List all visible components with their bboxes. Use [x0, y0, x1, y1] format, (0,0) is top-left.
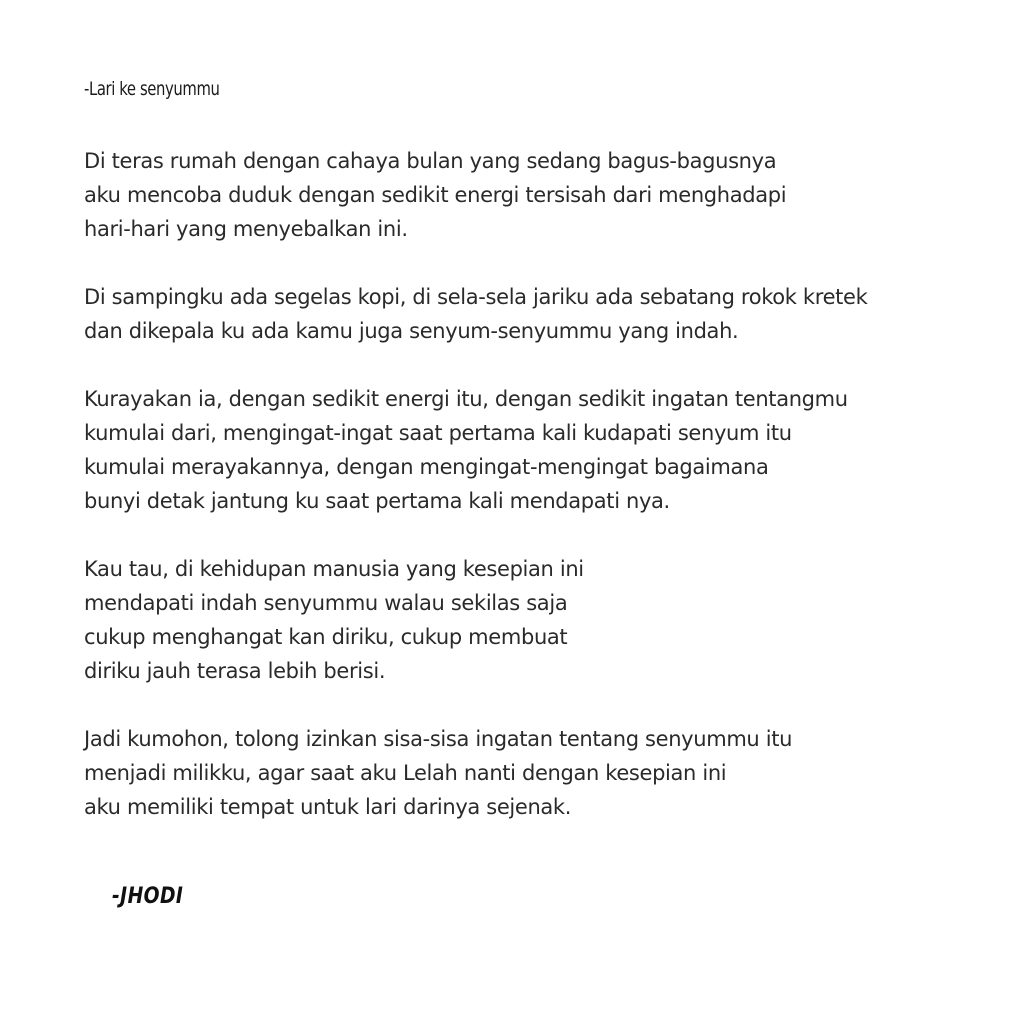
stanza-1 — [84, 144, 984, 246]
poem-line: hari-hari yang menyebalkan ini. — [84, 217, 408, 241]
poem-line: aku memiliki tempat untuk lari darinya sejenak. — [84, 795, 572, 819]
poem-line: menjadi milikku, agar saat aku Lelah nanti dengan kesepian ini — [84, 761, 727, 785]
poem-line: aku mencoba duduk dengan sedikit energi tersisah dari menghadapi — [84, 183, 787, 207]
poem-line: kumulai merayakannya, dengan mengingat-mengingat bagaimana — [84, 455, 769, 479]
poem-body — [84, 144, 984, 858]
poem-line: Di sampingku ada segelas kopi, di sela-sela jariku ada sebatang rokok kretek — [84, 285, 868, 309]
stanza-5 — [84, 722, 984, 824]
poem-line: kumulai dari, mengingat-ingat saat pertama kali kudapati senyum itu — [84, 421, 792, 445]
poem-line: diriku jauh terasa lebih berisi. — [84, 659, 386, 683]
poem-title: -Lari ke senyummu — [84, 78, 220, 100]
stanza-3 — [84, 382, 984, 518]
poem-line: Di teras rumah dengan cahaya bulan yang sedang bagus-bagusnya — [84, 149, 777, 173]
poem-line: mendapati indah senyummu walau sekilas saja — [84, 591, 568, 615]
stanza-4 — [84, 552, 984, 688]
poem-line: cukup menghangat kan diriku, cukup membuat — [84, 625, 568, 649]
author-signature: -JHODI — [112, 884, 184, 909]
poem-line: Jadi kumohon, tolong izinkan sisa-sisa ingatan tentang senyummu itu — [84, 727, 793, 751]
poem-line: Kurayakan ia, dengan sedikit energi itu, dengan sedikit ingatan tentangmu — [84, 387, 848, 411]
poem-line: dan dikepala ku ada kamu juga senyum-senyummu yang indah. — [84, 319, 739, 343]
poem-line: bunyi detak jantung ku saat pertama kali mendapati nya. — [84, 489, 670, 513]
poem-line: Kau tau, di kehidupan manusia yang kesepian ini — [84, 557, 584, 581]
stanza-2 — [84, 280, 984, 348]
